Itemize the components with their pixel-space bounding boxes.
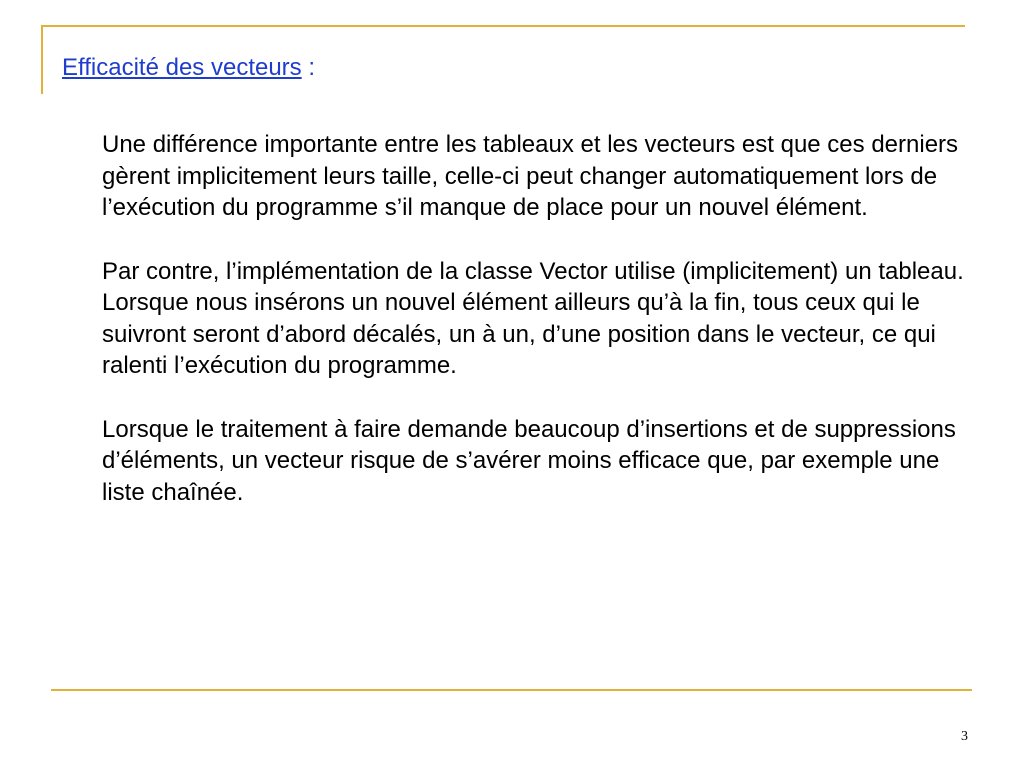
bottom-divider: [51, 689, 972, 691]
slide-title: [62, 53, 315, 83]
left-corner-divider: [41, 25, 43, 94]
paragraph-1: Une différence importante entre les tableaux et les vecteurs est que ces derniers gèrent implicitement leurs taille, celle-ci peut changer automatiquement lors de l’exécution du programme s’il manque de place pour un nouvel élément.: [102, 131, 959, 221]
page-number: 3: [961, 729, 968, 744]
title-suffix: :: [308, 54, 316, 81]
slide-body: [102, 129, 972, 540]
paragraph-3: Lorsque le traitement à faire demande beaucoup d’insertions et de suppressions d’éléments, un vecteur risque de s’avérer moins efficace que, par exemple une liste chaînée.: [102, 415, 956, 506]
top-divider: [41, 25, 965, 27]
paragraph-2: Par contre, l’implémentation de la classe Vector utilise (implicitement) un tableau. Lorsque nous insérons un nouvel élément ailleurs qu’à la fin, tous ceux qui le suivront seront d’abord décalés, un à un, d’une position dans le vecteur, ce qui ralenti l’exécution du programme.: [102, 257, 964, 379]
title-link[interactable]: Efficacité des vecteurs: [62, 54, 302, 81]
